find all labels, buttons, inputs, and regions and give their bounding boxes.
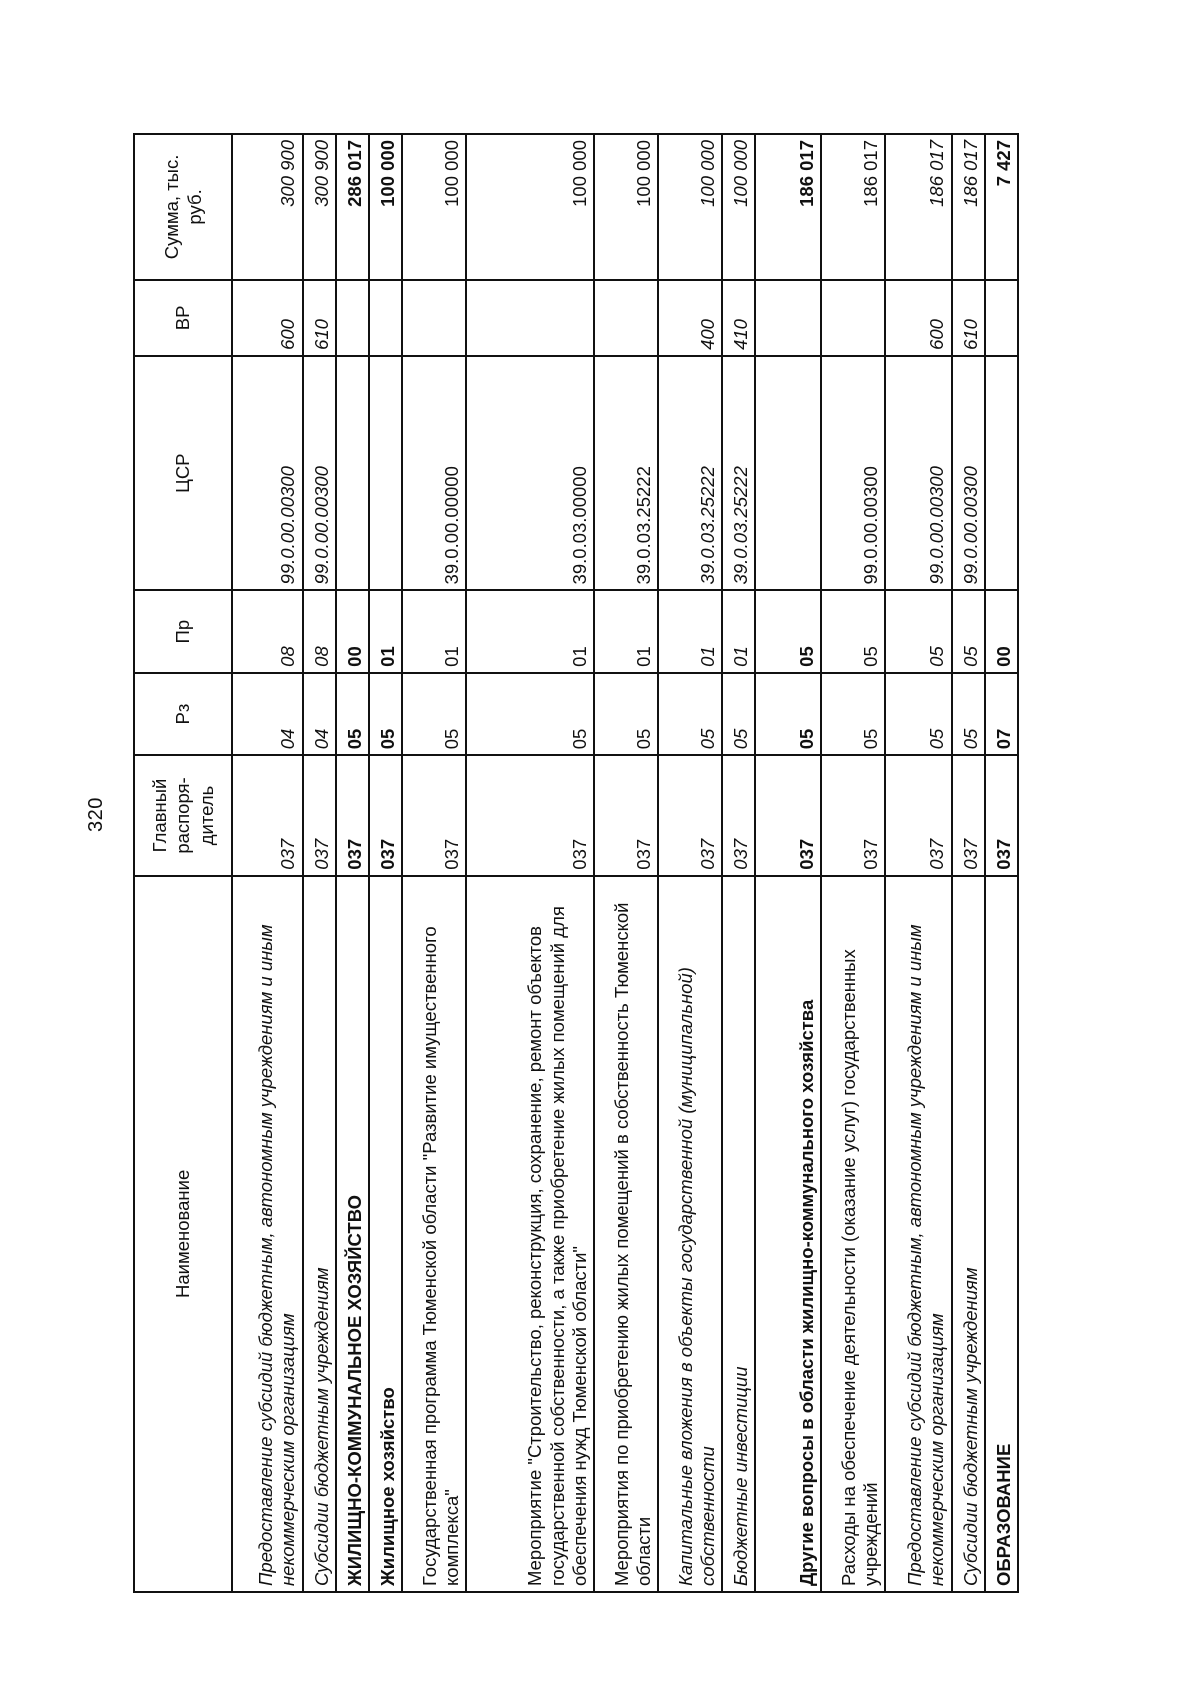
row-name-cell: Государственная программа Тюменской области "Развитие имущественного комплекса" bbox=[402, 876, 466, 1592]
row-name-cell: ЖИЛИЩНО-КОММУНАЛЬНОЕ ХОЗЯЙСТВО bbox=[336, 876, 369, 1592]
table-row bbox=[594, 134, 658, 1592]
row-csr-cell: 99.0.00.00300 bbox=[821, 356, 885, 591]
table-row bbox=[985, 134, 1018, 1592]
table-row bbox=[755, 134, 821, 1592]
row-pr-cell: 00 bbox=[336, 590, 369, 672]
table-row bbox=[336, 134, 369, 1592]
row-sum-cell: 100 000 bbox=[722, 134, 755, 280]
row-vr-cell bbox=[336, 280, 369, 356]
row-vr-cell bbox=[466, 280, 594, 356]
row-vr-cell bbox=[402, 280, 466, 356]
row-main-manager-cell: 037 bbox=[466, 755, 594, 875]
table-row bbox=[952, 134, 985, 1592]
row-sum-cell: 300 900 bbox=[303, 134, 336, 280]
header-rz: Рз bbox=[134, 673, 232, 755]
header-vr: ВР bbox=[134, 280, 232, 356]
row-main-manager-cell: 037 bbox=[952, 755, 985, 875]
row-csr-cell: 39.0.03.25222 bbox=[722, 356, 755, 591]
row-rz-cell: 05 bbox=[755, 673, 821, 755]
row-main-manager-cell: 037 bbox=[755, 755, 821, 875]
table-row bbox=[821, 134, 885, 1592]
row-main-manager-cell: 037 bbox=[985, 755, 1018, 875]
row-name-cell: Предоставление субсидий бюджетным, автономным учреждениям и иным некоммерческим организациям bbox=[232, 876, 303, 1592]
row-vr-cell bbox=[985, 280, 1018, 356]
row-pr-cell: 05 bbox=[821, 590, 885, 672]
row-main-manager-cell: 037 bbox=[402, 755, 466, 875]
row-csr-cell: 39.0.03.25222 bbox=[594, 356, 658, 591]
row-csr-cell: 39.0.03.00000 bbox=[466, 356, 594, 591]
header-main-manager: Главный распоря-дитель bbox=[134, 755, 232, 875]
row-vr-cell: 600 bbox=[885, 280, 951, 356]
row-main-manager-cell: 037 bbox=[303, 755, 336, 875]
row-main-manager-cell: 037 bbox=[722, 755, 755, 875]
row-rz-cell: 07 bbox=[985, 673, 1018, 755]
row-csr-cell bbox=[369, 356, 402, 591]
row-name-cell: Бюджетные инвестиции bbox=[722, 876, 755, 1592]
row-sum-cell: 186 017 bbox=[755, 134, 821, 280]
row-name-cell: Другие вопросы в области жилищно-коммунального хозяйства bbox=[755, 876, 821, 1592]
row-csr-cell bbox=[336, 356, 369, 591]
header-pr: Пр bbox=[134, 590, 232, 672]
row-sum-cell: 100 000 bbox=[402, 134, 466, 280]
row-main-manager-cell: 037 bbox=[885, 755, 951, 875]
header-csr: ЦСР bbox=[134, 356, 232, 591]
row-rz-cell: 05 bbox=[369, 673, 402, 755]
row-vr-cell bbox=[369, 280, 402, 356]
row-name-cell: Предоставление субсидий бюджетным, автономным учреждениям и иным некоммерческим организациям bbox=[885, 876, 951, 1592]
row-main-manager-cell: 037 bbox=[658, 755, 722, 875]
row-pr-cell: 01 bbox=[402, 590, 466, 672]
table-header-row bbox=[134, 134, 232, 1592]
row-name-cell: Субсидии бюджетным учреждениям bbox=[952, 876, 985, 1592]
header-name: Наименование bbox=[134, 876, 232, 1592]
row-sum-cell: 100 000 bbox=[594, 134, 658, 280]
row-pr-cell: 08 bbox=[303, 590, 336, 672]
row-sum-cell: 286 017 bbox=[336, 134, 369, 280]
row-pr-cell: 01 bbox=[722, 590, 755, 672]
row-sum-cell: 100 000 bbox=[369, 134, 402, 280]
row-vr-cell: 410 bbox=[722, 280, 755, 356]
row-pr-cell: 01 bbox=[658, 590, 722, 672]
row-rz-cell: 05 bbox=[658, 673, 722, 755]
row-main-manager-cell: 037 bbox=[821, 755, 885, 875]
table-row bbox=[303, 134, 336, 1592]
budget-table bbox=[133, 133, 1019, 1593]
row-sum-cell: 186 017 bbox=[885, 134, 951, 280]
table-row bbox=[402, 134, 466, 1592]
row-sum-cell: 100 000 bbox=[466, 134, 594, 280]
row-sum-cell: 186 017 bbox=[952, 134, 985, 280]
row-rz-cell: 05 bbox=[594, 673, 658, 755]
row-sum-cell: 300 900 bbox=[232, 134, 303, 280]
row-rz-cell: 04 bbox=[303, 673, 336, 755]
row-pr-cell: 00 bbox=[985, 590, 1018, 672]
row-csr-cell: 99.0.00.00300 bbox=[952, 356, 985, 591]
row-name-cell: Капитальные вложения в объекты государственной (муниципальной) собственности bbox=[658, 876, 722, 1592]
row-sum-cell: 7 427 bbox=[985, 134, 1018, 280]
row-pr-cell: 08 bbox=[232, 590, 303, 672]
row-sum-cell: 100 000 bbox=[658, 134, 722, 280]
row-rz-cell: 05 bbox=[821, 673, 885, 755]
row-name-cell: Расходы на обеспечение деятельности (оказание услуг) государственных учреждений bbox=[821, 876, 885, 1592]
row-rz-cell: 05 bbox=[336, 673, 369, 755]
table-row bbox=[369, 134, 402, 1592]
row-rz-cell: 04 bbox=[232, 673, 303, 755]
row-main-manager-cell: 037 bbox=[232, 755, 303, 875]
row-sum-cell: 186 017 bbox=[821, 134, 885, 280]
row-name-cell: Мероприятие "Строительство, реконструкция, сохранение, ремонт объектов государственной собственности, а также приобретение жилых помещений для обеспечения нужд Тюменской области" bbox=[466, 876, 594, 1592]
row-csr-cell bbox=[755, 356, 821, 591]
row-pr-cell: 05 bbox=[755, 590, 821, 672]
table-row bbox=[885, 134, 951, 1592]
row-name-cell: ОБРАЗОВАНИЕ bbox=[985, 876, 1018, 1592]
row-vr-cell bbox=[821, 280, 885, 356]
row-pr-cell: 01 bbox=[466, 590, 594, 672]
row-vr-cell: 610 bbox=[303, 280, 336, 356]
row-rz-cell: 05 bbox=[952, 673, 985, 755]
table-row bbox=[722, 134, 755, 1592]
row-pr-cell: 01 bbox=[594, 590, 658, 672]
row-vr-cell: 610 bbox=[952, 280, 985, 356]
row-vr-cell bbox=[594, 280, 658, 356]
row-name-cell: Мероприятия по приобретению жилых помещений в собственность Тюменской области bbox=[594, 876, 658, 1592]
page-number: 320 bbox=[85, 797, 107, 832]
row-vr-cell: 600 bbox=[232, 280, 303, 356]
row-csr-cell: 99.0.00.00300 bbox=[232, 356, 303, 591]
table-row bbox=[466, 134, 594, 1592]
row-csr-cell: 39.0.00.00000 bbox=[402, 356, 466, 591]
rotated-table-container bbox=[133, 133, 1019, 1593]
table-row bbox=[658, 134, 722, 1592]
row-main-manager-cell: 037 bbox=[594, 755, 658, 875]
table-row bbox=[232, 134, 303, 1592]
row-csr-cell: 99.0.00.00300 bbox=[303, 356, 336, 591]
row-vr-cell bbox=[755, 280, 821, 356]
row-rz-cell: 05 bbox=[722, 673, 755, 755]
row-main-manager-cell: 037 bbox=[369, 755, 402, 875]
row-rz-cell: 05 bbox=[885, 673, 951, 755]
row-rz-cell: 05 bbox=[402, 673, 466, 755]
row-pr-cell: 01 bbox=[369, 590, 402, 672]
row-csr-cell: 99.0.00.00300 bbox=[885, 356, 951, 591]
row-rz-cell: 05 bbox=[466, 673, 594, 755]
row-vr-cell: 400 bbox=[658, 280, 722, 356]
row-pr-cell: 05 bbox=[885, 590, 951, 672]
row-csr-cell bbox=[985, 356, 1018, 591]
row-csr-cell: 39.0.03.25222 bbox=[658, 356, 722, 591]
header-sum: Сумма, тыс. руб. bbox=[134, 134, 232, 280]
row-name-cell: Субсидии бюджетным учреждениям bbox=[303, 876, 336, 1592]
row-name-cell: Жилищное хозяйство bbox=[369, 876, 402, 1592]
row-pr-cell: 05 bbox=[952, 590, 985, 672]
row-main-manager-cell: 037 bbox=[336, 755, 369, 875]
